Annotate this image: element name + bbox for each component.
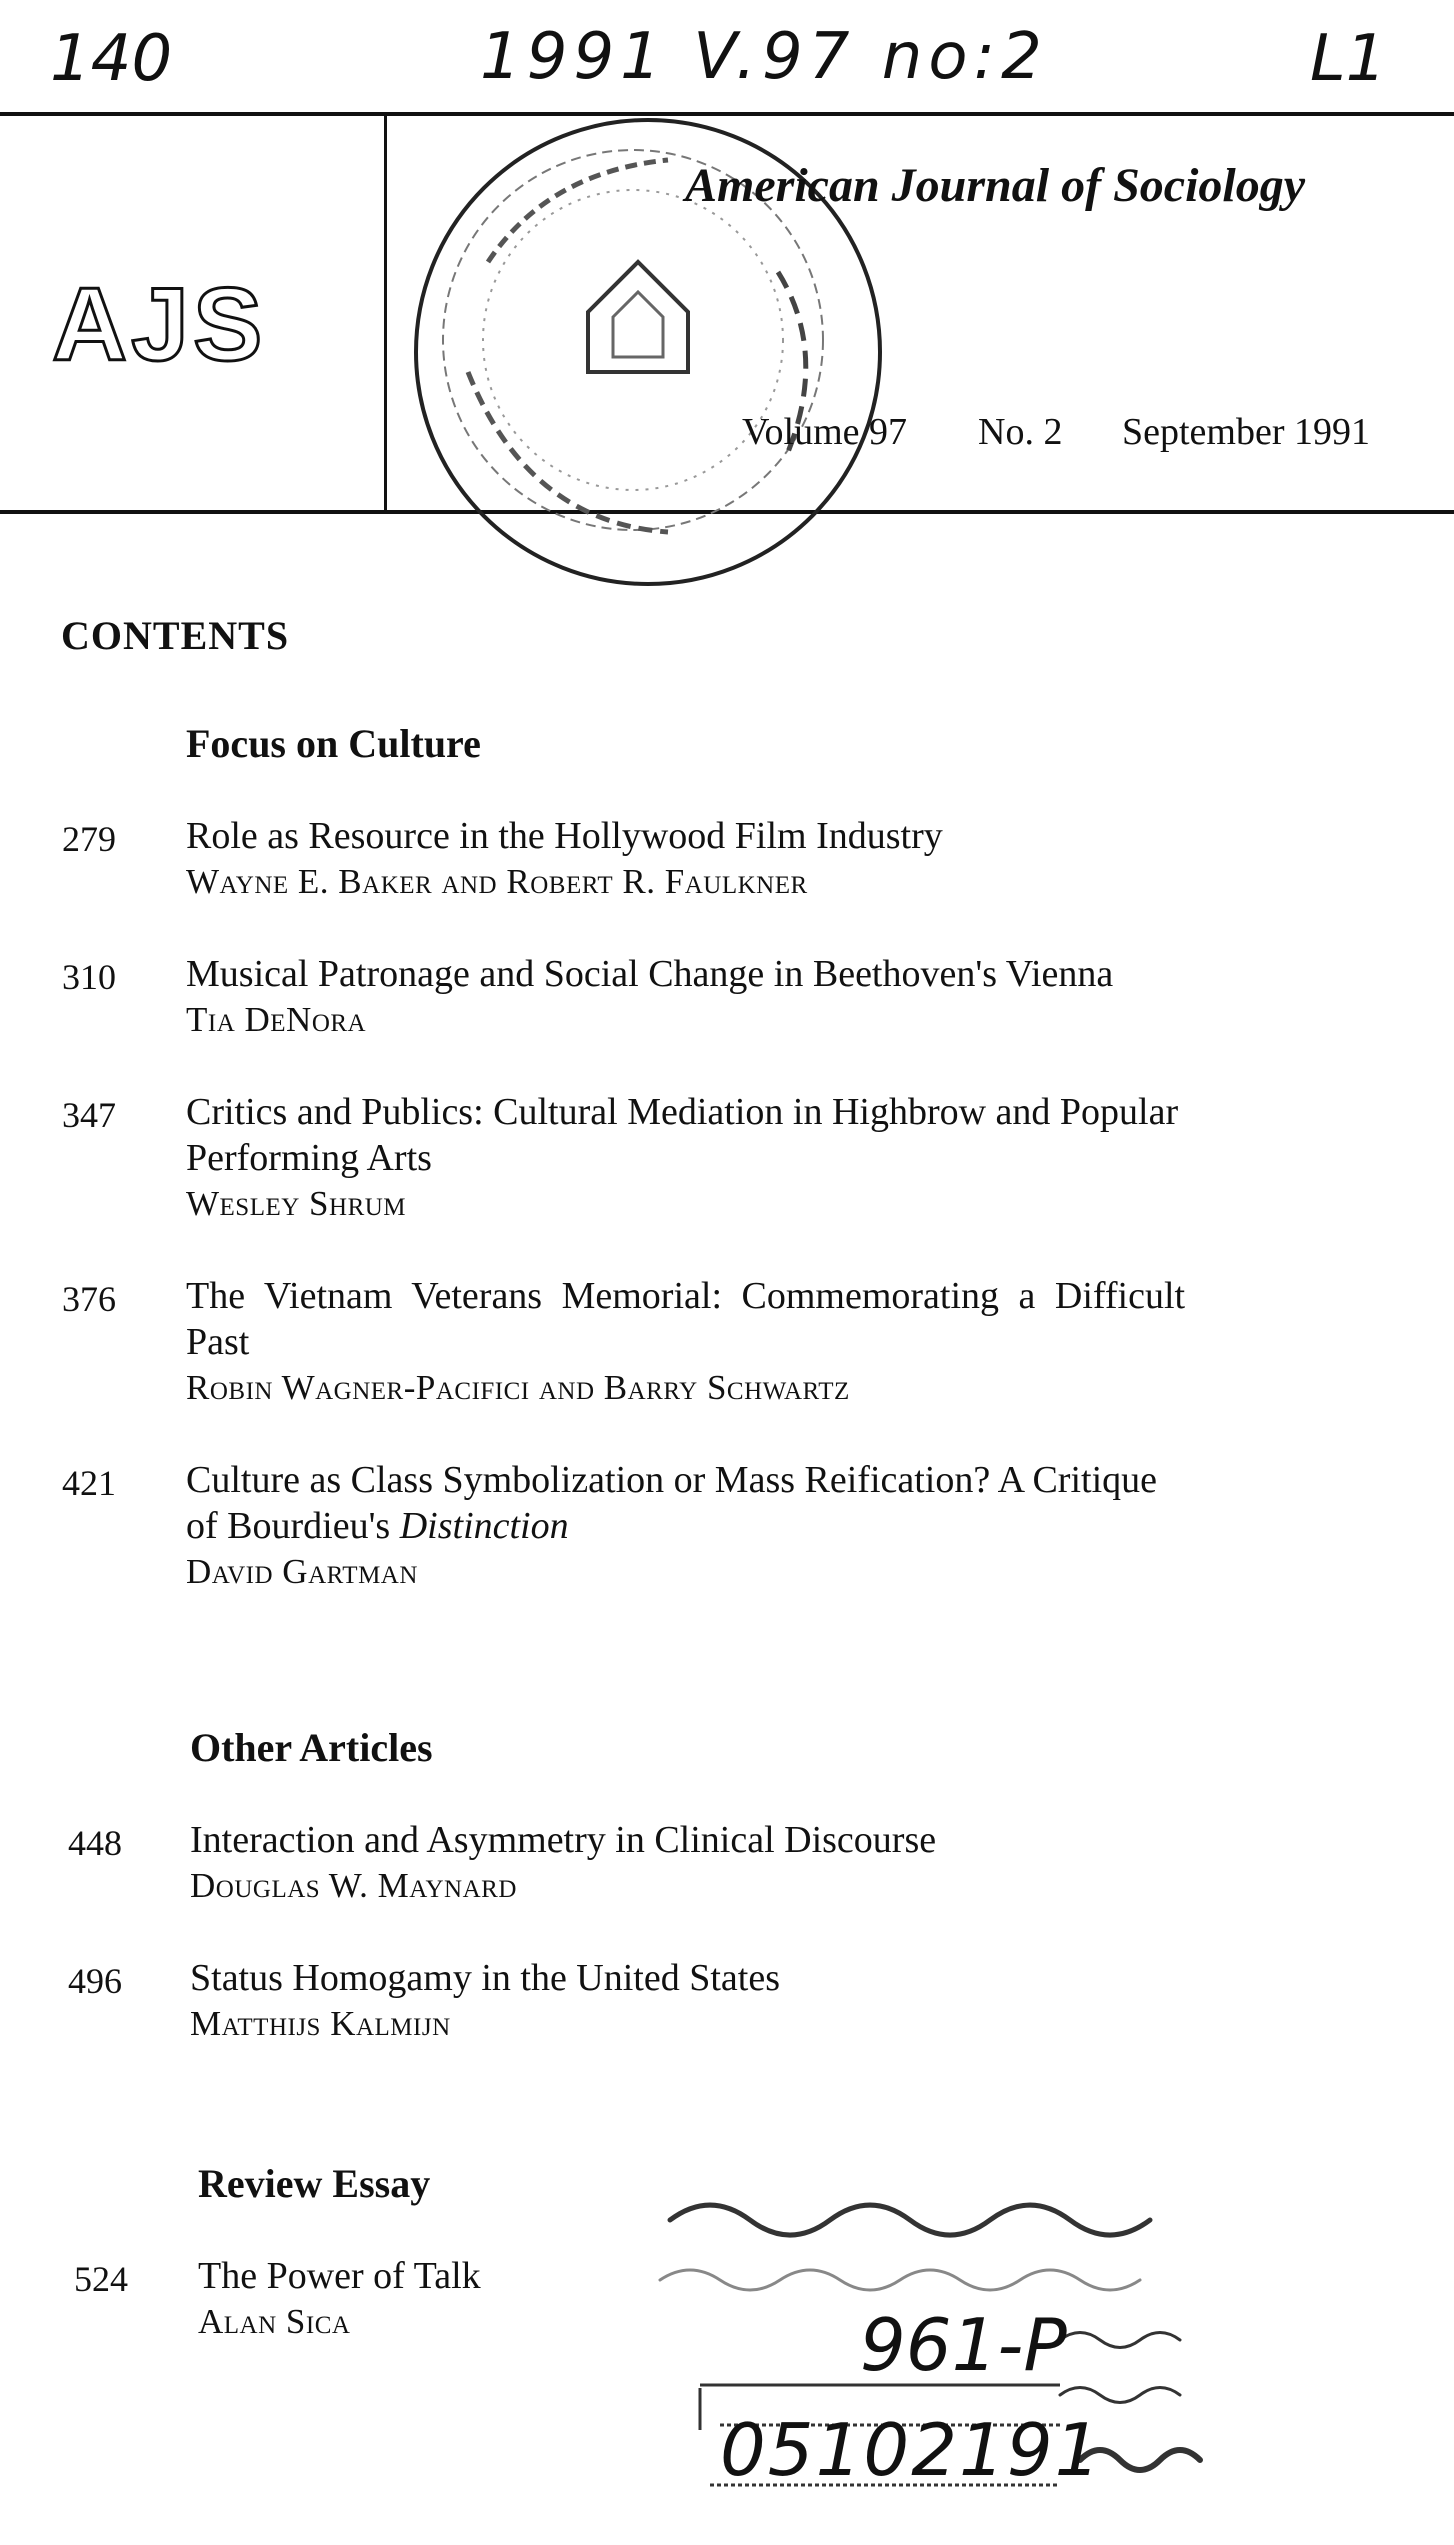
article-title: Role as Resource in the Hollywood Film Industry [186, 815, 943, 857]
header-divider [384, 112, 387, 512]
handwritten-mark: L1 [1310, 22, 1387, 96]
article-title-continued: Past [186, 1321, 250, 1363]
section-heading: Other Articles [190, 1725, 433, 1770]
section-heading: Focus on Culture [186, 721, 481, 766]
svg-text:AJS: AJS [52, 268, 267, 378]
journal-title: American Journal of Sociology [685, 159, 1306, 212]
contents-heading: CONTENTS [61, 613, 290, 658]
article-page-number: 421 [62, 1463, 116, 1503]
title-text: of Bourdieu's [186, 1505, 400, 1547]
article-author: Matthijs Kalmijn [190, 2004, 451, 2043]
article-author: Wayne E. Baker and Robert R. Faulkner [186, 862, 808, 901]
article-title-continued: Performing Arts [186, 1137, 432, 1179]
article-author: Alan Sica [198, 2302, 351, 2341]
article-title: Culture as Class Symbolization or Mass Reification? A Critique [186, 1459, 1158, 1501]
article-author: Douglas W. Maynard [190, 1866, 517, 1905]
article-title: Critics and Publics: Cultural Mediation in Highbrow and Popular [186, 1091, 1179, 1133]
article-author: Robin Wagner-Pacifici and Barry Schwartz [186, 1368, 850, 1407]
article-title: Interaction and Asymmetry in Clinical Discourse [190, 1819, 937, 1861]
issue-volume: Volume 97 [742, 411, 908, 453]
ajs-logo [48, 268, 318, 378]
article-page-number: 279 [62, 819, 116, 859]
article-page-number: 448 [68, 1823, 122, 1863]
article-page-number: 376 [62, 1279, 116, 1319]
svg-text:05102191: 05102191 [720, 2408, 1103, 2492]
library-registration-stamp [640, 2160, 1290, 2500]
svg-text:961-P: 961-P [860, 2303, 1067, 2387]
article-author: Tia DeNora [186, 1000, 367, 1039]
handwritten-shelf-number: 140 [50, 22, 173, 96]
article-title: Status Homogamy in the United States [190, 1957, 781, 1999]
article-page-number: 524 [74, 2259, 128, 2299]
article-title: The Power of Talk [198, 2255, 481, 2297]
article-page-number: 347 [62, 1095, 116, 1135]
article-title-continued [186, 1502, 1366, 1550]
section-heading: Review Essay [198, 2161, 431, 2206]
article-title: The Vietnam Veterans Memorial: Commemorating a Difficult [186, 1275, 1186, 1317]
issue-number: No. 2 [978, 411, 1063, 453]
article-page-number: 310 [62, 957, 116, 997]
article-page-number: 496 [68, 1961, 122, 2001]
article-author: Wesley Shrum [186, 1184, 407, 1223]
issue-date: September 1991 [1122, 411, 1371, 453]
article-author: David Gartman [186, 1552, 418, 1591]
title-italic-text: Distinction [399, 1505, 569, 1547]
article-title: Musical Patronage and Social Change in Beethoven's Vienna [186, 953, 1114, 995]
handwritten-volume-info: 1991 V.97 no:2 [480, 20, 1048, 94]
